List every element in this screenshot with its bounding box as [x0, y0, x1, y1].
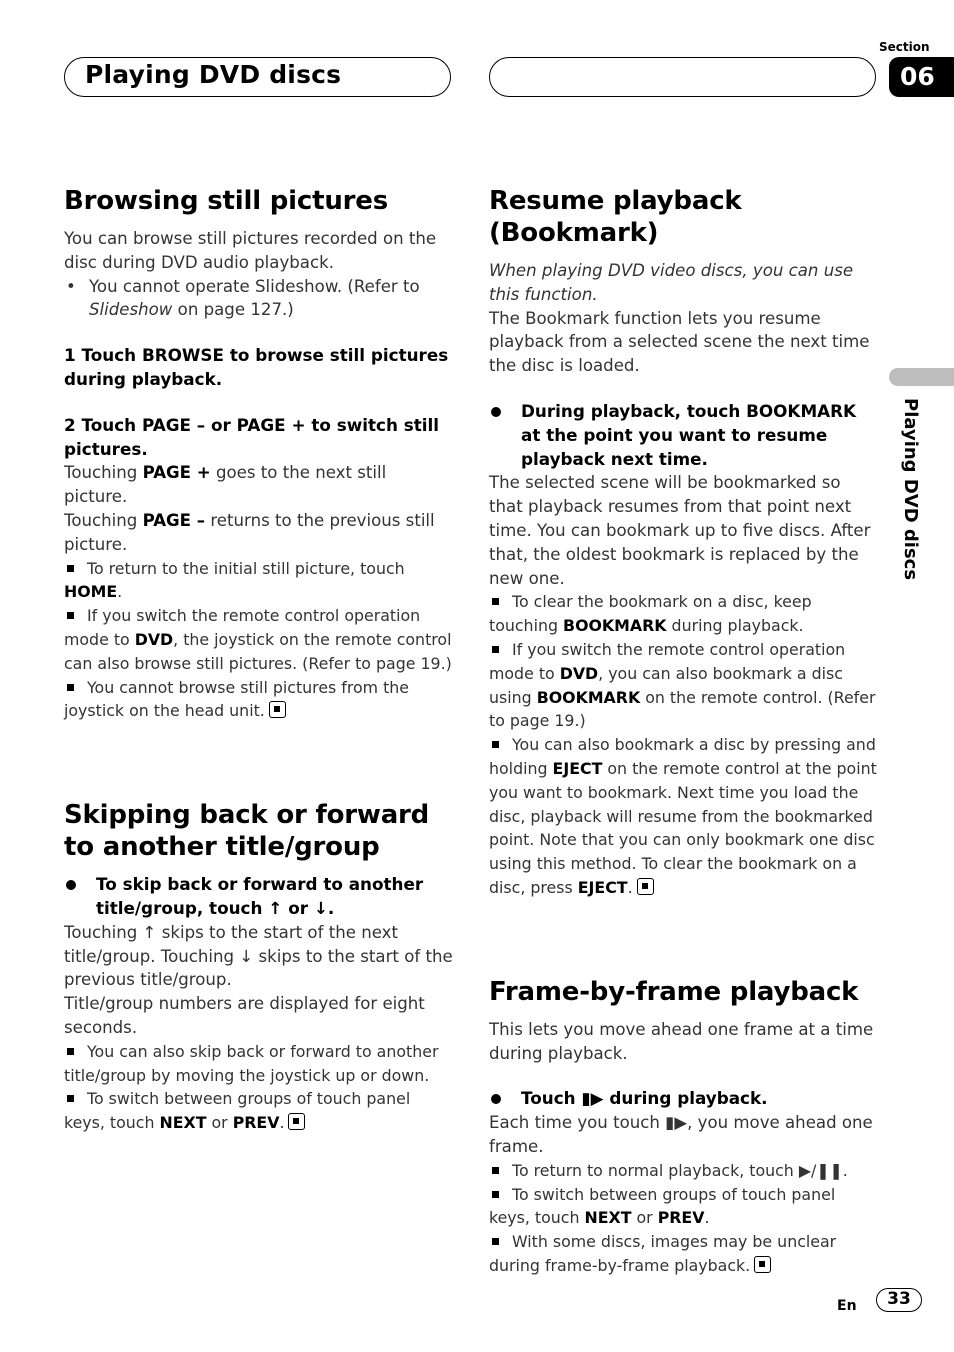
square-bullet-icon — [492, 741, 499, 748]
browsing-para-1: Touching PAGE + goes to the next still picture. — [64, 463, 387, 507]
frame-note-1: To return to normal playback, touch ▶/❚❚. — [489, 1159, 879, 1183]
header-left-pill — [64, 57, 451, 97]
resume-step: During playback, touch BOOKMARK at the point you want to resume playback next time. — [489, 400, 879, 471]
square-bullet-icon — [67, 1048, 74, 1055]
end-mark-icon — [288, 1113, 305, 1130]
skipping-note-2: To switch between groups of touch panel keys, touch NEXT or PREV. — [64, 1089, 411, 1133]
frame-title: Frame-by-frame playback — [489, 976, 859, 1007]
side-tab-marker — [889, 368, 954, 386]
square-bullet-icon — [67, 612, 74, 619]
end-mark-icon — [754, 1256, 771, 1273]
browsing-step-1: 1 Touch BROWSE to browse still pictures during playback. — [64, 345, 449, 389]
left-column — [64, 185, 454, 1135]
square-bullet-icon — [67, 565, 74, 572]
section-label: Section — [879, 40, 930, 54]
square-bullet-icon — [67, 1095, 74, 1102]
browsing-note-2: If you switch the remote control operation mode to DVD, the joystick on the remote control can also browse still pictures. (Refer to page 19.) — [64, 606, 452, 673]
side-tab-text: Playing DVD discs — [900, 398, 921, 581]
browsing-intro: You can browse still pictures recorded on the disc during DVD audio playback. — [64, 229, 437, 272]
browsing-para-2: Touching PAGE – returns to the previous still picture. — [64, 510, 435, 554]
resume-intro-italic: When playing DVD video discs, you can use this function. — [489, 261, 854, 304]
header-right-pill — [489, 57, 876, 97]
frame-note-2: To switch between groups of touch panel keys, touch NEXT or PREV. — [489, 1184, 836, 1228]
square-bullet-icon — [492, 1191, 499, 1198]
square-bullet-icon — [492, 646, 499, 653]
square-bullet-icon — [67, 684, 74, 691]
end-mark-icon — [269, 701, 286, 718]
skipping-step: To skip back or forward to another title/group, touch ↑ or ↓. — [64, 873, 454, 921]
square-bullet-icon — [492, 1167, 499, 1174]
frame-intro: This lets you move ahead one frame at a time during playback. — [489, 1019, 874, 1063]
skipping-title: Skipping back or forward to another title/group — [64, 800, 430, 863]
frame-step: Touch ▮▶ during playback. — [489, 1087, 879, 1111]
browsing-note-1: To return to the initial still picture, touch HOME. — [64, 558, 405, 602]
resume-note-2: If you switch the remote control operation mode to DVD, you can also bookmark a disc using BOOKMARK on the remote control. (Refer to page 19.) — [489, 639, 876, 731]
skipping-para-1: Touching ↑ skips to the start of the next title/group. Touching ↓ skips to the start of the previous title/group. — [64, 922, 453, 990]
browsing-bullet: • You cannot operate Slideshow. (Refer to Slideshow on page 127.) — [64, 275, 454, 323]
frame-note-3: With some discs, images may be unclear during frame-by-frame playback. — [489, 1232, 837, 1275]
header-title: Playing DVD discs — [85, 60, 342, 89]
right-column — [489, 185, 879, 1278]
frame-para-1: Each time you touch ▮▶, you move ahead one frame. — [489, 1113, 873, 1156]
skipping-para-2: Title/group numbers are displayed for eight seconds. — [64, 994, 425, 1037]
resume-para-1: The selected scene will be bookmarked so that playback resumes from that point next time. You can bookmark up to five discs. After that, the oldest bookmark is replaced by the new one. — [489, 473, 871, 588]
resume-intro: The Bookmark function lets you resume playback from a selected scene the next time the disc is loaded. — [489, 308, 870, 376]
browsing-note-3: You cannot browse still pictures from the joystick on the head unit. — [64, 677, 409, 721]
square-bullet-icon — [492, 1238, 499, 1245]
browsing-title: Browsing still pictures — [64, 186, 388, 216]
section-number-badge: 06 — [889, 57, 954, 97]
resume-note-1: To clear the bookmark on a disc, keep touching BOOKMARK during playback. — [489, 592, 812, 636]
browsing-step-2: 2 Touch PAGE – or PAGE + to switch still pictures. — [64, 414, 440, 459]
resume-title: Resume playback (Bookmark) — [489, 186, 742, 248]
end-mark-icon — [637, 878, 654, 895]
resume-note-3: You can also bookmark a disc by pressing and holding EJECT on the remote control at the point you want to bookmark. Next time you load the disc, playback will resume from the bookmarked point. Note that you can only bookmark one disc using this method. To clear the bookmark on a disc, press EJECT. — [489, 735, 877, 897]
square-bullet-icon — [492, 598, 499, 605]
footer-language: En — [837, 1298, 857, 1314]
page-number: 33 — [876, 1288, 922, 1312]
skipping-note-1: You can also skip back or forward to another title/group by moving the joystick up or down. — [64, 1041, 439, 1085]
